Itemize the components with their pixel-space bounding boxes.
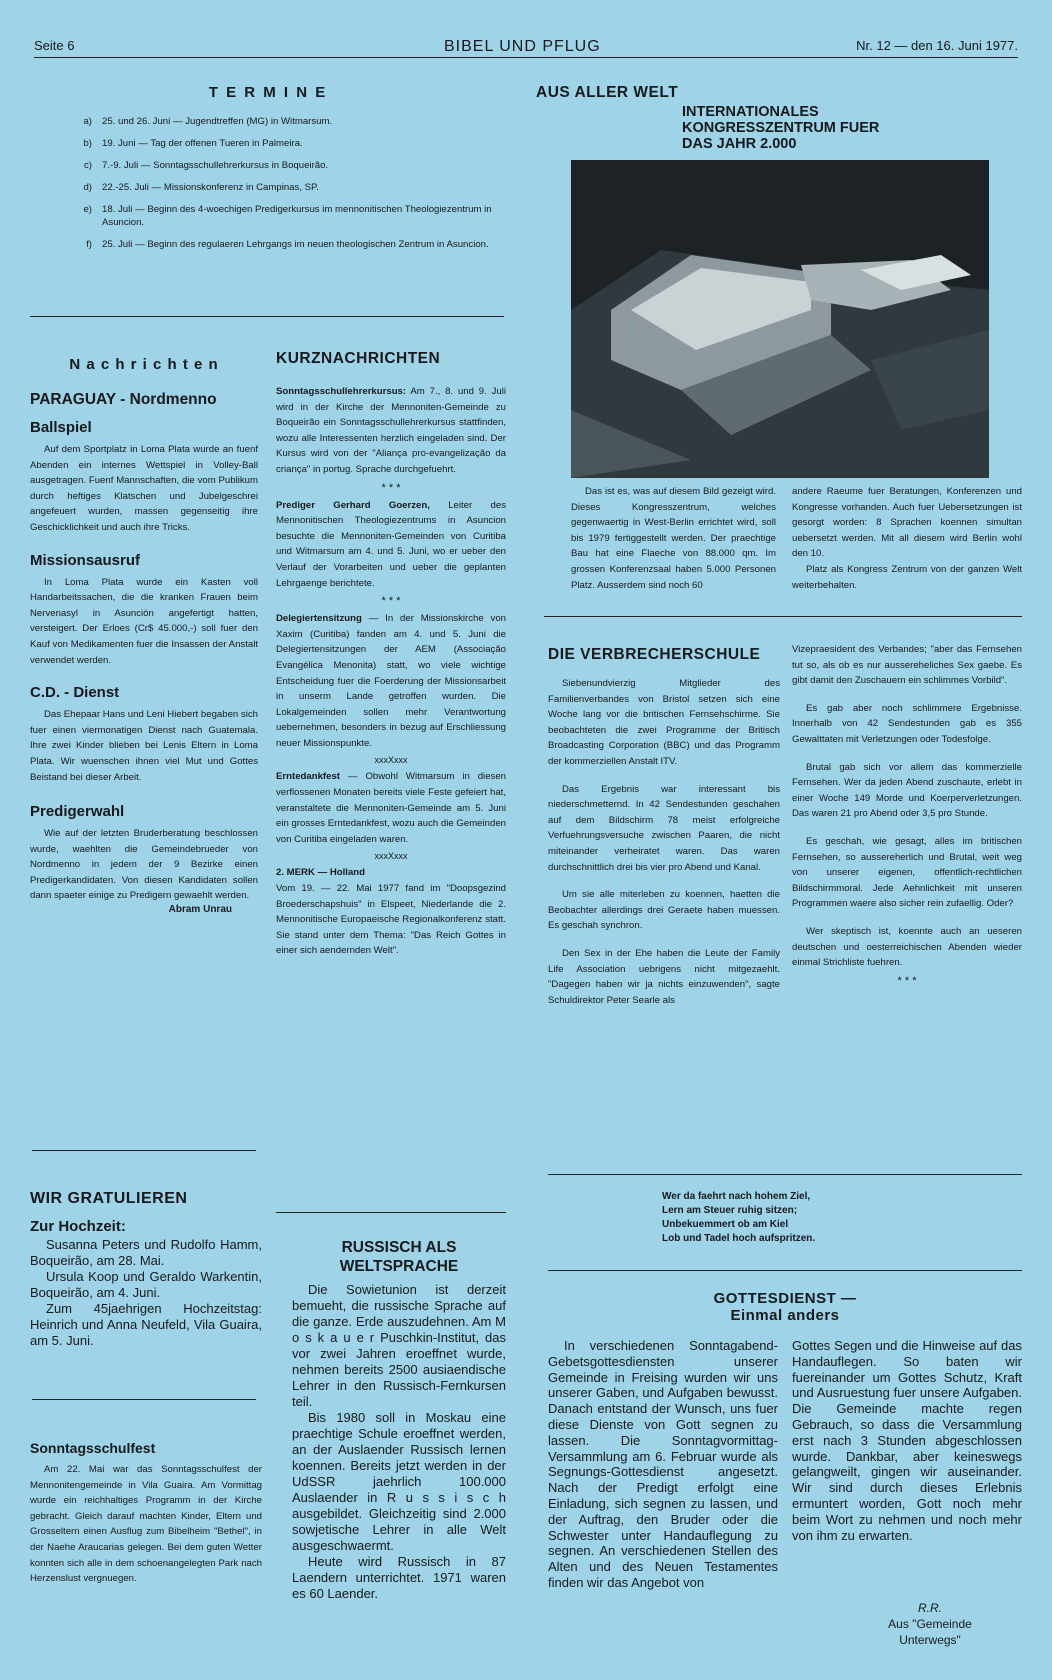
separator: * * * xyxy=(897,974,917,987)
termine-item: f) 25. Juli — Beginn des regulaeren Lehrgangs im neuen theologischen Zentrum in Asuncion. xyxy=(86,239,489,250)
rule xyxy=(548,1174,1022,1175)
region-heading: PARAGUAY - Nordmenno xyxy=(30,391,217,408)
welt-headline: INTERNATIONALES KONGRESSZENTRUM FUER DAS JAHR 2.000 xyxy=(682,104,880,152)
gratulieren-section xyxy=(30,1190,262,1349)
poem: Wer da faehrt nach hohem Ziel, Lern am Steuer ruhig sitzen; Unbekuemmert ob am Kiel Lob und Tadel hoch aufspritzen. xyxy=(662,1191,816,1244)
rule xyxy=(32,1399,256,1400)
termine-item: e) 18. Juli — Beginn des 4-woechigen Predigerkursus im mennonitischen Theologiezentrum in Asuncion. xyxy=(83,204,492,228)
page-header xyxy=(34,38,1018,58)
predigerwahl-text: Wie auf der letzten Bruderberatung beschlossen wurde, waehlten die Gemeindebrueder von Nordmenno in jedem der 9 Bezirke einen Predigerkandidaten. Von diesen Kandidaten sollen dann spaeter einige zu Predigern gewaehlt werden. xyxy=(30,828,258,902)
building-model-image xyxy=(571,160,989,478)
termine-rule xyxy=(30,316,504,317)
russisch-title: RUSSISCH ALS WELTSPRACHE xyxy=(339,1239,459,1275)
kurz-item: Sonntagsschullehrerkursus: Am 7., 8. und 9. Juli wird in der Kirche der Mennoniten-Gemeinde zu Boqueirão ein Sonntagsschullehrerkursus stattfinden, wozu alle Interessenten herzlich eingeladen sind. Der Kursus wird von der "Aliança pro-evangelização da criança" in portug. Sprache durchgefuehrt. xyxy=(276,386,507,475)
ballspiel-text: Auf dem Sportplatz in Loma Plata wurde an fuenf Abenden ein internes Wettspiel in Volley-Ball ausgetragen. Fuenf Mannschaften, die vom Publikum durch heftiges Klatschen und Jubelgeschrei angefeuert wurden, massen gegenseitig ihre Geschicklichkeit und auch ihre Tricks. xyxy=(30,444,258,533)
gratulieren-text: Susanna Peters und Rudolfo Hamm, Boqueirão, am 28. Mai. Ursula Koop und Geraldo Warkentin, Boqueirão, am 4. Juni. Zum 45jaehrigen Hochzeitstag: Heinrich und Anna Neufeld, Vila Guaira, am 5. Juni. xyxy=(30,1237,262,1348)
verbrecherschule-right xyxy=(792,642,1022,987)
ballspiel-heading: Ballspiel xyxy=(30,419,92,436)
termine-title: T E R M I N E xyxy=(208,84,328,101)
cd-heading: C.D. - Dienst xyxy=(30,684,120,702)
kurz-item: 2. MERK — Holland Vom 19. — 22. Mai 1977 fand im "Doopsgezind Broederschapshuis" in Elspeet, Niederlande die 2. Mennonitische Europaeische Regionalkonferenz statt. Sie stand unter dem Thema: "Das Reich Gottes in einer sich aendernden Welt". xyxy=(276,867,506,957)
photo-caption-right: andere Raeume fuer Beratungen, Konferenzen und Kongresse vorhanden. Auch fuer Uebersetzungen ist gesorgt worden: 8 Sprachen koennen simultan uebersetzt werden. Mit all diesem wird Berlin wohl den 10. Platz als Kongress Zentrum von der ganzen Welt weiterbehalten. xyxy=(792,486,1022,591)
kurznachrichten-column xyxy=(276,350,506,959)
welt-title: AUS ALLER WELT xyxy=(536,84,679,101)
verbrecher-title: DIE VERBRECHERSCHULE xyxy=(548,646,761,663)
kongresszentrum-photo xyxy=(571,160,989,478)
gottesdienst-text-left: In verschiedenen Sonntagabend-Gebetsgottesdiensten unserer Gemeinde in Freising wurden wir uns unserer Gaben, und Aufgaben bewusst. Danach entstand der Wunsch, uns fuer diese Dienste von Gott segnen zu lassen. Die Sonntagvormittag-Versammlung am 6. Februar wurde als Segnungs-Gottesdienst angesetzt. Nach der Predigt erfolgt eine Einladung, sich segnen zu lassen, und der Auftrag, den Bruder oder die Schwester unter Handauflegung zu segnen. An verschiedenen Stellen des Alten und des Neuen Testamentes finden wir das Angebot von xyxy=(548,1338,778,1590)
termine-item: b) 19. Juni — Tag der offenen Tueren in Palmeira. xyxy=(83,138,303,149)
kurz-item: Prediger Gerhard Goerzen, Leiter des Mennonitischen Theologiezentrums in Asuncion besuchte die Mennoniten-Gemeinden von Curitiba und Witmarsum am 4. und 5. Juni, wo er ueber den Verlauf der Vorarbeiten und ueber die geplanten Lehrgaenge berichtete. xyxy=(276,499,506,589)
russisch-section xyxy=(292,1238,506,1602)
rule xyxy=(544,616,1022,617)
termine-section xyxy=(30,84,506,260)
termine-item: d) 22.-25. Juli — Missionskonferenz in Campinas, SP. xyxy=(83,182,319,193)
header-rule xyxy=(34,57,1018,58)
sonntagsschulfest-section xyxy=(30,1440,262,1587)
russisch-text: Die Sowietunion ist derzeit bemueht, die russische Sprache auf die ganze. Erde auszudehnen. Am M o s k a u e r Puschkin-Institut, das vor zwei Jahren eroeffnet wurde, nehmen bereits 2500 ausiaendische Lehrer in den Russisch-Fernkursen teil. Bis 1980 soll in Moskau eine praechtige Schule eroeffnet werden, an der Auslaender Russisch lernen koennen. Bereits jetzt werden in der UdSSR jaehrlich 100.000 Auslaender in R u s s i s c h ausgebildet. Gleichzeitig sind 2.000 sowjetische Lehrer in alle Welt ausgeschwaermt. Heute wird Russisch in 87 Laendern unterrichtet. 1971 waren es 60 Laender. xyxy=(292,1282,506,1601)
rule xyxy=(276,1212,506,1213)
gottesdienst-text-right: Gottes Segen und die Hinweise auf das Handauflegen. So baten wir fuereinander um Gottes Schutz, Kraft und Ausruestung fuer unsere Aufgaben. Die Gemeinde machte regen Gebrauch, so dass die Versammlung erst nach 3 Stunden abgeschlossen wurde. Dankbar, aber keineswegs gelangweilt, gingen wir auseinander. Wir sind durch dieses Erlebnis ermuntert worden, Gott noch mehr beim Wort zu nehmen und noch mehr von ihm zu erwarten. xyxy=(792,1338,1022,1543)
nachrichten-column xyxy=(30,356,258,915)
separator: xxxXxxx xyxy=(374,755,408,766)
rule xyxy=(32,1150,256,1151)
sonntagsschulfest-text: Am 22. Mai war das Sonntagsschulfest der Mennonitengemeinde in Vila Guaira. Am Vormittag wurde ein reichhaltiges Programm in der Kirche gebracht. Gleich darauf machten Kinder, Eltern und Grosseltern einen Ausflug zum Bibelheim "Bethel", in der Naehe Araucarias gelegen. Bei dem guten Wetter konnten sich alle in dem schoenangelegten Park nach Herzenslust vergnuegen. xyxy=(30,1464,262,1585)
sonntagsschulfest-heading: Sonntagsschulfest xyxy=(30,1440,156,1456)
verbrecher-text-left: Siebenundvierzig Mitglieder des Familienverbandes von Bristol setzen sich eine Woche lang vor die britischen Fernsehschirme. Sie beobachteten die zwei Programme der Britisch Broadcasting Corporation (BBC) und das Programm der kommerziellen Anstalt ITV. Das Ergebnis war interessant bis niederschmetternd. In 42 Sendestunden geschahen auf dem Bildschirm 78 meist erfolgreiche Verfuehrungsversuche zwischen Paaren, die nicht miteinander verheiratet waren. Das waren durchschnittlich drei bis vier pro Abend und Kanal. Um sie alle miterleben zu koennen, haetten die Beobachter allerdings drei Geraete haben muessen. Es geschah synchron. Den Sex in der Ehe haben die Leute der Family Life Association uebrigens nicht mitgezaehlt. "Dagegen haben wir ja nichts einzuwenden", sagte Schuldirektor Peter Searle als xyxy=(548,678,780,1006)
rule xyxy=(548,1270,1022,1271)
verbrecherschule-left xyxy=(548,642,780,1008)
gratulieren-title: WIR GRATULIEREN xyxy=(30,1190,188,1207)
newspaper-title: BIBEL UND PFLUG xyxy=(444,38,601,55)
kurznachrichten-title: KURZNACHRICHTEN xyxy=(276,350,441,367)
predigerwahl-author: Abram Unrau xyxy=(168,904,232,916)
page-number: Seite 6 xyxy=(34,38,75,53)
termine-item: a) 25. und 26. Juni — Jugendtreffen (MG) in Witmarsum. xyxy=(83,116,333,127)
missionsausruf-heading: Missionsausruf xyxy=(30,551,141,569)
separator: xxxXxxx xyxy=(374,851,408,862)
gottesdienst-signature: R.R. Aus "Gemeinde Unterwegs" xyxy=(888,1601,972,1647)
hochzeit-heading: Zur Hochzeit: xyxy=(30,1218,126,1235)
verbrecher-text-right: Vizepraesident des Verbandes; "aber das Fernsehen tut so, als ob es nur aussereheliches Sex gaebe. Es gibt damit den Zuschauern ein schlimmes Vorbild". Es gab aber noch schlimmere Ergebnisse. Innerhalb von 42 Sendestunden gab es 355 Gewalttaten mit Verletzungen oder Todesfolge. Brutal gab sich vor allem das kommerzielle Fernsehen. Wer da jeden Abend zuschaute, erlebt in einer Woche 149 Morde und Koerperverletzungen. Das waren 21 pro Abend oder 3,5 pro Stunde. Es geschah, wie gesagt, alles im britischen Fernsehen, so aussereherlich und Brutal, weit weg von unserer eigenen, offentlich-rechtlichen Bildschirmmoral. Jede Aehnlichkeit mit unseren Programmen waere also sicher rein zufaellig. Oder? Wer skeptisch ist, koennte auch an ueseren deutschen und oesterreichischen Abenden wieder einmal Strichliste fuehren. xyxy=(792,644,1022,969)
nachrichten-title: N a c h r i c h t e n xyxy=(69,356,219,373)
termine-item: c) 7.-9. Juli — Sonntagsschullehrerkursus in Boqueirão. xyxy=(84,160,329,171)
kurz-item: Erntedankfest — Obwohl Witmarsum in diesen verflossenen Monaten bereits viele Feste gefeiert hat, veranstaltete die Mennoniten-Gemeinde am 5. Juni ein grosses Erntedankfest, wozu auch die Gemeinden von Curitiba eingeladen waren. xyxy=(276,771,506,845)
photo-caption-left: Das ist es, was auf diesem Bild gezeigt wird. Dieses Kongresszentrum, welches gegenwaertig in West-Berlin errichtet wird, soll bis 1979 fertiggestellt werden. Der praechtige Bau hat eine Flaeche von 88.000 qm. Im grossen Konferenzsaal haben 5.000 Personen Platz. Ausserdem sind noch 60 xyxy=(571,486,776,591)
gottesdienst-heading: GOTTESDIENST — Einmal anders xyxy=(713,1290,857,1324)
kurz-item: Delegiertensitzung — In der Missionskirche von Xaxim (Curitiba) fanden am 4. und 5. Juni die Delegiertensitzungen der AEM (Associação Evangélica Menonita) statt, wo viele wichtige Entscheidung fuer die Foerderung der Missionsarbeit in unserm Lande getroffen wurden. Die Lokalgemeinden sollen mehr Verantwortung uebernehmen, besonders in bezug auf Erschliessung neuer Missionspunkte. xyxy=(276,613,507,749)
issue-date: Nr. 12 — den 16. Juni 1977. xyxy=(856,38,1018,53)
separator: * * * xyxy=(381,595,401,608)
missionsausruf-text: In Loma Plata wurde ein Kasten voll Handarbeitssachen, die die kranken Frauen beim Nervenasyl in Asunción angefertigt hatten, versteigert. Der Erloes (Cr$ 45.000,-) soll fuer den Kauf von Medikamenten fuer die Insassen der Anstalt verwendet werden. xyxy=(30,576,258,666)
predigerwahl-heading: Predigerwahl xyxy=(30,803,125,821)
separator: * * * xyxy=(381,481,401,494)
cd-text: Das Ehepaar Hans und Leni Hiebert begaben sich fuer einen viermonatigen Dienst nach Guatemala. Ihre zwei Kinder blieben bei Lenis Eltern in Loma Plata. Wir wuenschen ihnen viel Mut und Gottes Beistand bei dieser Arbeit. xyxy=(30,709,258,783)
